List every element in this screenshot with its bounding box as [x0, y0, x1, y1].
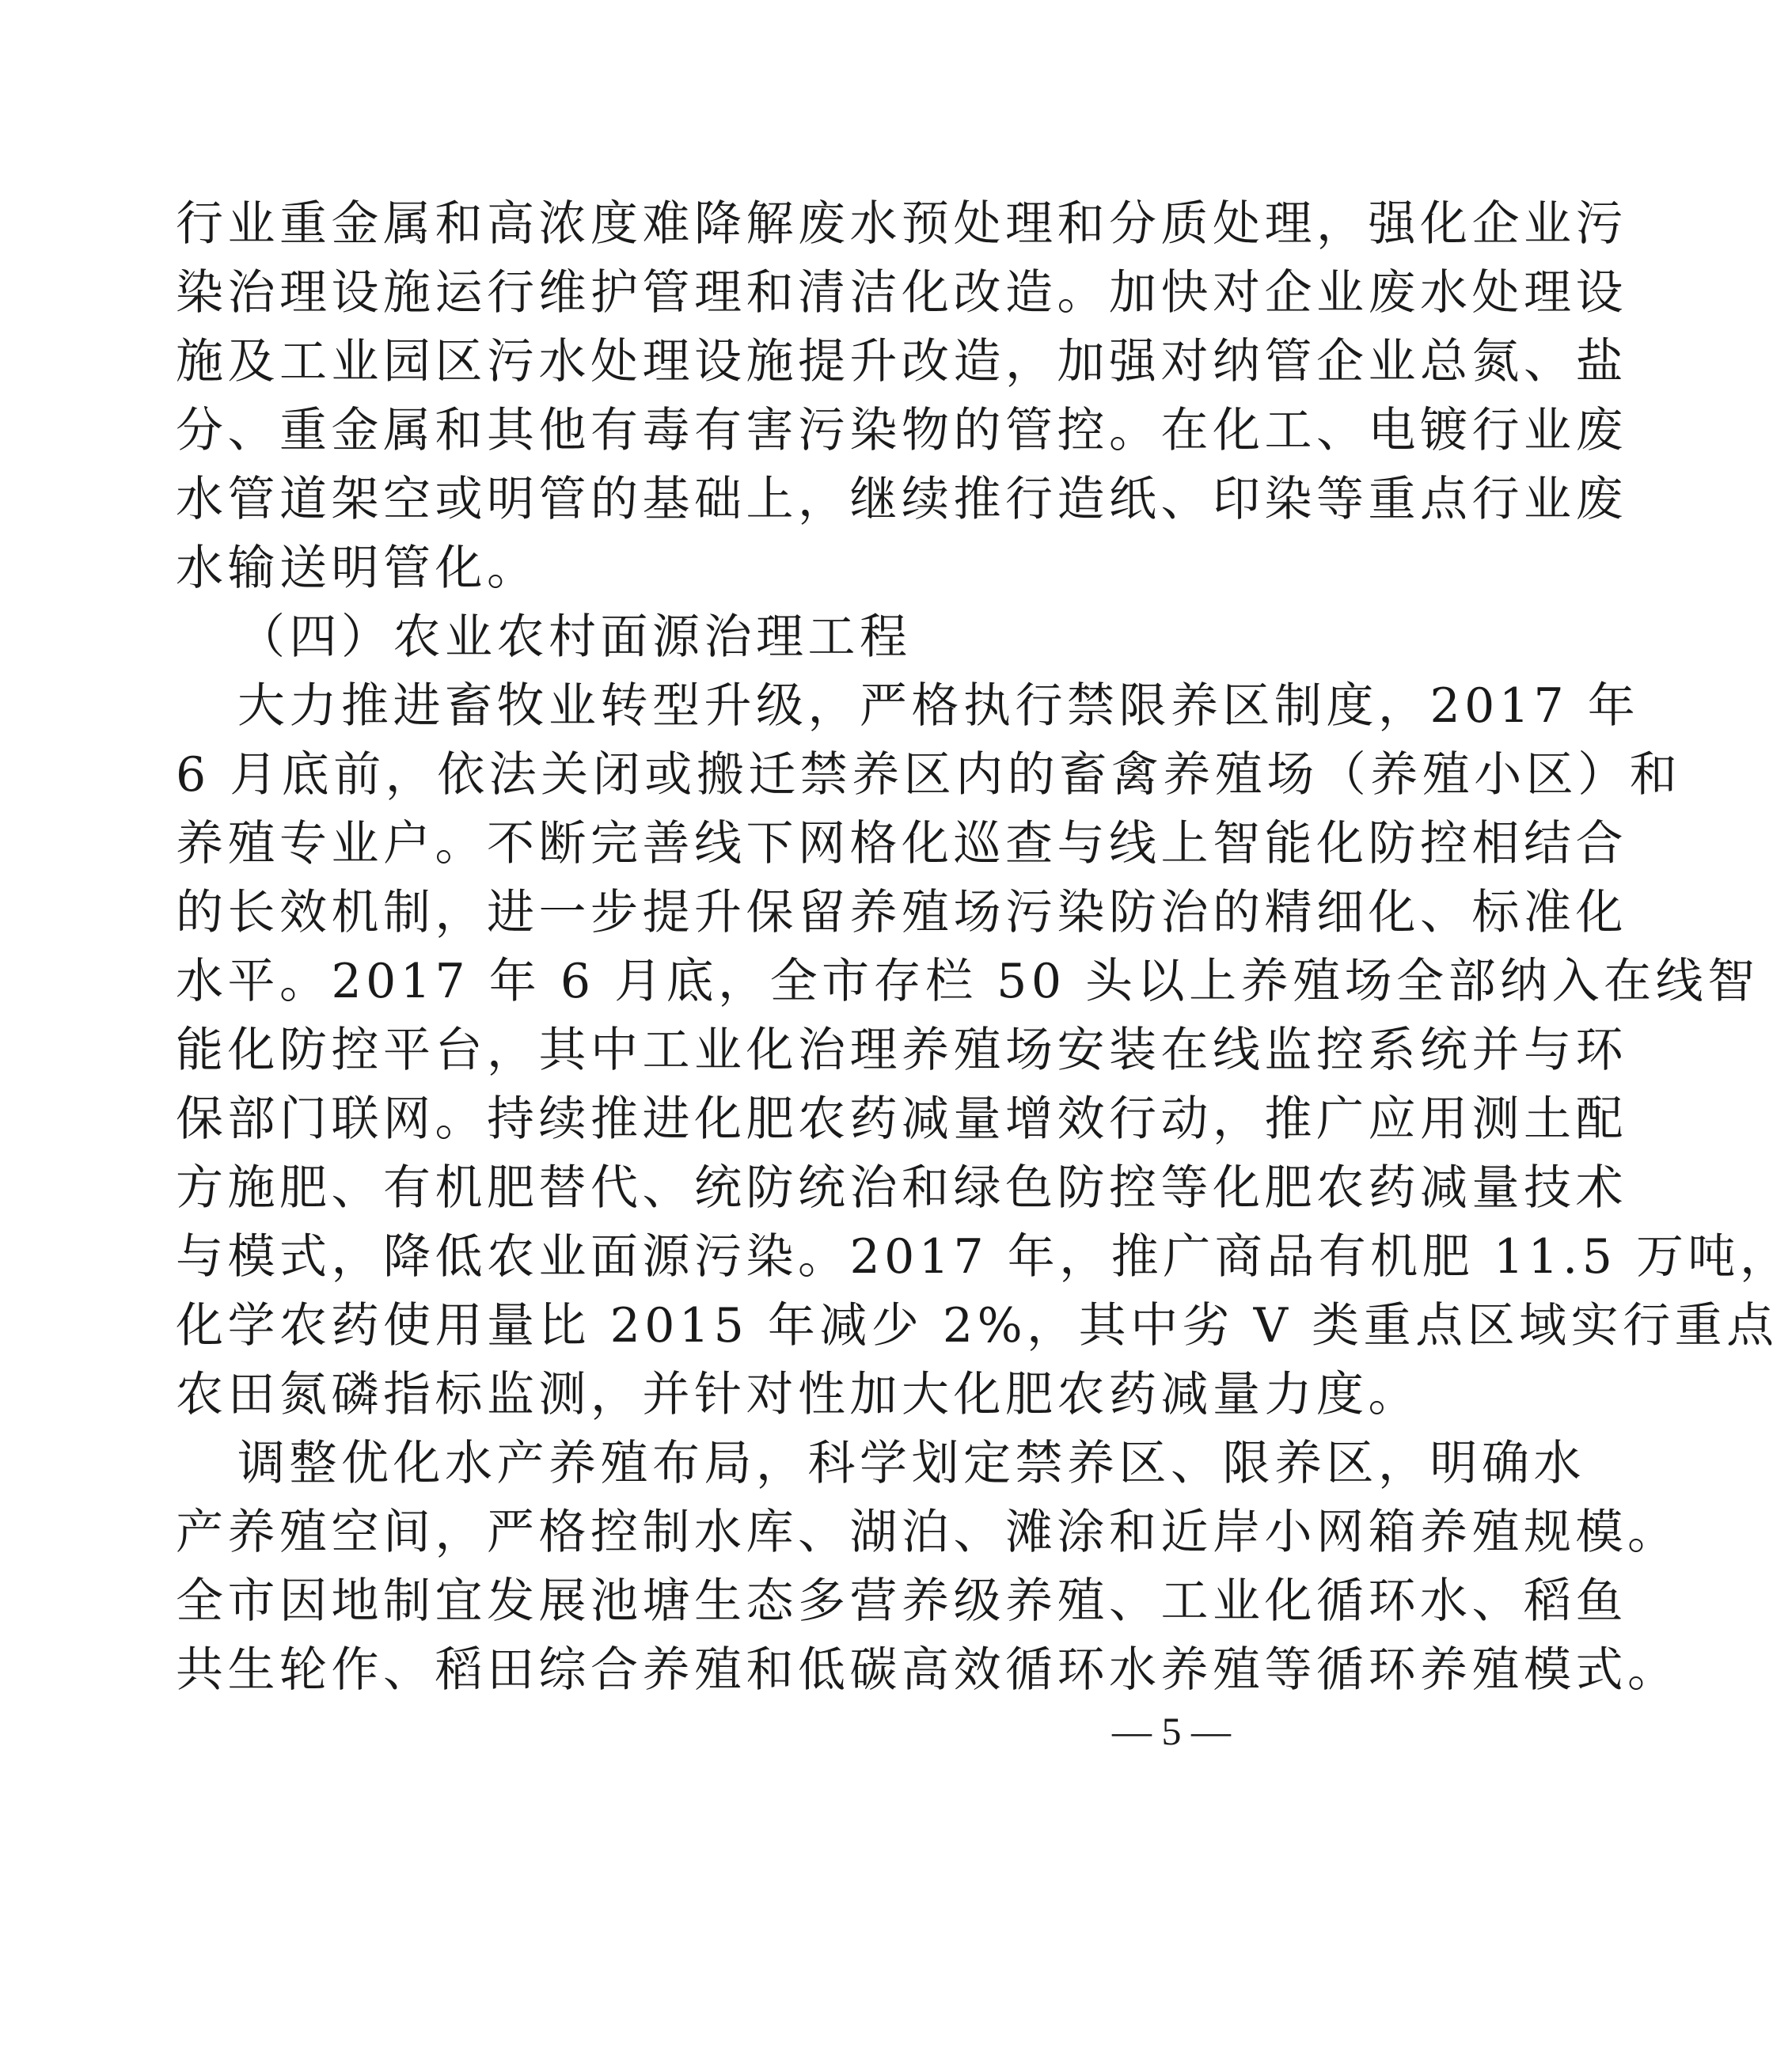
section-heading: （四）农业农村面源治理工程	[237, 609, 912, 665]
body-text-line: 分、重金属和其他有毒有害污染物的管控。在化工、电镀行业废	[176, 403, 1627, 458]
body-text-line: 染治理设施运行维护管理和清洁化改造。加快对企业废水处理设	[176, 265, 1627, 321]
body-text-line: 与模式，降低农业面源污染。2017 年，推广商品有机肥 11.5 万吨，	[176, 1229, 1792, 1285]
body-text-line: 施及工业园区污水处理设施提升改造，加强对纳管企业总氮、盐	[176, 334, 1627, 389]
body-text-line: 的长效机制，进一步提升保留养殖场污染防治的精细化、标准化	[176, 885, 1627, 940]
body-text-line: 共生轮作、稻田综合养殖和低碳高效循环水养殖等循环养殖模式。	[176, 1642, 1680, 1698]
body-text-line: 养殖专业户。不断完善线下网格化巡查与线上智能化防控相结合	[176, 816, 1627, 871]
body-text-line: 6 月底前，依法关闭或搬迁禁养区内的畜禽养殖场（养殖小区）和	[176, 747, 1682, 803]
body-text-line: 全市因地制宜发展池塘生态多营养级养殖、工业化循环水、稻鱼	[176, 1574, 1627, 1629]
paragraph-first-line: 调整优化水产养殖布局，科学划定禁养区、限养区，明确水	[237, 1436, 1585, 1491]
body-text-line: 水管道架空或明管的基础上，继续推行造纸、印染等重点行业废	[176, 472, 1627, 527]
body-text-line: 化学农药使用量比 2015 年减少 2%，其中劣 V 类重点区域实行重点	[176, 1298, 1779, 1353]
body-text-line: 方施肥、有机肥替代、统防统治和绿色防控等化肥农药减量技术	[176, 1160, 1627, 1216]
body-text-line: 行业重金属和高浓度难降解废水预处理和分质处理，强化企业污	[176, 196, 1627, 252]
body-text-line: 能化防控平台，其中工业化治理养殖场安装在线监控系统并与环	[176, 1023, 1627, 1078]
paragraph-first-line: 大力推进畜牧业转型升级，严格执行禁限养区制度，2017 年	[237, 678, 1640, 734]
page-number: — 5 —	[1112, 1709, 1231, 1753]
body-text-line: 水平。2017 年 6 月底，全市存栏 50 头以上养殖场全部纳入在线智	[176, 954, 1760, 1009]
body-text-line: 产养殖空间，严格控制水库、湖泊、滩涂和近岸小网箱养殖规模。	[176, 1505, 1680, 1560]
body-text-line: 水输送明管化。	[176, 541, 539, 596]
body-text-line: 农田氮磷指标监测，并针对性加大化肥农药减量力度。	[176, 1367, 1420, 1422]
body-text-line: 保部门联网。持续推进化肥农药减量增效行动，推广应用测土配	[176, 1091, 1627, 1147]
